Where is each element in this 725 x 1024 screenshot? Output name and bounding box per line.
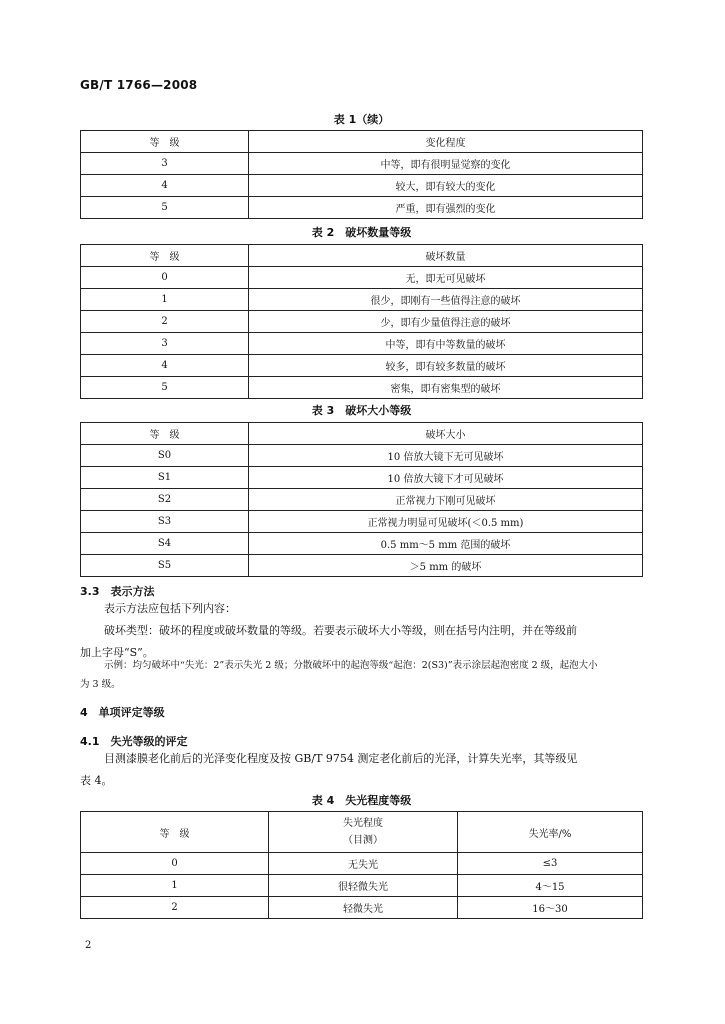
value-cell: 较大，即有较大的变化 bbox=[249, 175, 643, 197]
table3 bbox=[80, 422, 643, 577]
grade-cell: S3 bbox=[81, 511, 249, 533]
table-row bbox=[81, 897, 643, 919]
value-cell: 10 倍放大镜下才可见破坏 bbox=[249, 467, 643, 489]
grade-cell: 5 bbox=[81, 377, 249, 399]
table-row bbox=[81, 267, 643, 289]
header-cell bbox=[269, 812, 458, 853]
grade-cell: S2 bbox=[81, 489, 249, 511]
section-4-heading: 4 单项评定等级 bbox=[80, 706, 165, 719]
grade-cell: S5 bbox=[81, 555, 249, 577]
value-cell: 10 倍放大镜下无可见破坏 bbox=[249, 445, 643, 467]
header-cell: 等 级 bbox=[81, 423, 249, 445]
grade-cell: 4 bbox=[81, 175, 249, 197]
paragraph-line: 表 4。 bbox=[80, 774, 113, 787]
table2 bbox=[80, 244, 643, 399]
grade-cell: 3 bbox=[81, 333, 249, 355]
value-cell: 0.5 mm～5 mm 范围的破坏 bbox=[249, 533, 643, 555]
value-cell: ＞5 mm 的破坏 bbox=[249, 555, 643, 577]
value-cell: 少，即有少量值得注意的破坏 bbox=[249, 311, 643, 333]
table-row bbox=[81, 555, 643, 577]
table2-caption: 表 2 破坏数量等级 bbox=[311, 226, 412, 239]
header-degree-sublabel: （目测） bbox=[343, 835, 383, 846]
header-degree-label: 失光程度 bbox=[343, 818, 383, 829]
table-header-row bbox=[81, 131, 643, 153]
value-cell: 中等，即有中等数量的破坏 bbox=[249, 333, 643, 355]
value-cell: 较多，即有较多数量的破坏 bbox=[249, 355, 643, 377]
degree-cell: 无失光 bbox=[269, 853, 458, 875]
table-row bbox=[81, 355, 643, 377]
paragraph-line: 目测漆膜老化前后的光泽变化程度及按 GB/T 9754 测定老化前后的光泽，计算失光率，其等级见 bbox=[104, 752, 578, 765]
example-line: 示例：均匀破坏中“失光：2”表示失光 2 级；分散破坏中的起泡等级“起泡：2(S3)”表示涂层起泡密度 2 级，起泡大小 bbox=[104, 660, 598, 671]
table-row bbox=[81, 511, 643, 533]
example-note bbox=[80, 656, 645, 694]
grade-cell: 3 bbox=[81, 153, 249, 175]
grade-cell: 1 bbox=[81, 875, 269, 897]
value-cell: 中等，即有很明显觉察的变化 bbox=[249, 153, 643, 175]
table-row bbox=[81, 489, 643, 511]
section-3-3-body bbox=[80, 598, 645, 664]
grade-cell: 2 bbox=[81, 897, 269, 919]
header-cell: 变化程度 bbox=[249, 131, 643, 153]
table4 bbox=[80, 811, 643, 919]
section-3-3-heading: 3.3 表示方法 bbox=[80, 585, 155, 598]
grade-cell: S1 bbox=[81, 467, 249, 489]
value-cell: 很少，即刚有一些值得注意的破坏 bbox=[249, 289, 643, 311]
table3-caption: 表 3 破坏大小等级 bbox=[311, 404, 412, 417]
rate-cell: ≤3 bbox=[458, 853, 643, 875]
paragraph-line: 加上字母“S”。 bbox=[80, 646, 154, 659]
table-row bbox=[81, 377, 643, 399]
grade-cell: S4 bbox=[81, 533, 249, 555]
grade-cell: 5 bbox=[81, 197, 249, 219]
paragraph-line: 破坏类型：破坏的程度或破坏数量的等级。若要表示破坏大小等级，则在括号内注明，并在等级前 bbox=[104, 624, 577, 637]
value-cell: 正常视力下刚可见破坏 bbox=[249, 489, 643, 511]
table-row bbox=[81, 289, 643, 311]
table4-caption: 表 4 失光程度等级 bbox=[311, 794, 412, 807]
header-cell: 破坏大小 bbox=[249, 423, 643, 445]
page-number: 2 bbox=[85, 940, 92, 951]
value-cell: 严重，即有强烈的变化 bbox=[249, 197, 643, 219]
table-row bbox=[81, 197, 643, 219]
example-line: 为 3 级。 bbox=[80, 679, 121, 690]
table-header-row bbox=[81, 245, 643, 267]
grade-cell: 2 bbox=[81, 311, 249, 333]
paragraph-line: 表示方法应包括下列内容： bbox=[104, 602, 236, 615]
grade-cell: 0 bbox=[81, 853, 269, 875]
header-cell: 等 级 bbox=[81, 131, 249, 153]
table-row bbox=[81, 153, 643, 175]
section-4-1-heading: 4.1 失光等级的评定 bbox=[80, 735, 188, 748]
grade-cell: S0 bbox=[81, 445, 249, 467]
header-cell: 失光率/% bbox=[458, 812, 643, 853]
table-row bbox=[81, 875, 643, 897]
value-cell: 密集，即有密集型的破坏 bbox=[249, 377, 643, 399]
rate-cell: 4～15 bbox=[458, 875, 643, 897]
value-cell: 无，即无可见破坏 bbox=[249, 267, 643, 289]
table-header-row bbox=[81, 812, 643, 853]
table-row bbox=[81, 467, 643, 489]
table1-caption: 表 1（续） bbox=[333, 113, 390, 126]
section-4-1-body bbox=[80, 748, 645, 792]
table1 bbox=[80, 130, 643, 219]
grade-cell: 0 bbox=[81, 267, 249, 289]
degree-cell: 轻微失光 bbox=[269, 897, 458, 919]
header-cell: 等 级 bbox=[81, 245, 249, 267]
table-header-row bbox=[81, 423, 643, 445]
header-cell: 破坏数量 bbox=[249, 245, 643, 267]
table-row bbox=[81, 853, 643, 875]
table-row bbox=[81, 311, 643, 333]
degree-cell: 很轻微失光 bbox=[269, 875, 458, 897]
header-cell: 等 级 bbox=[81, 812, 269, 853]
grade-cell: 1 bbox=[81, 289, 249, 311]
table-row bbox=[81, 333, 643, 355]
rate-cell: 16～30 bbox=[458, 897, 643, 919]
standard-id: GB/T 1766—2008 bbox=[80, 78, 198, 92]
table-row bbox=[81, 533, 643, 555]
table-row bbox=[81, 445, 643, 467]
table-row bbox=[81, 175, 643, 197]
value-cell: 正常视力明显可见破坏(＜0.5 mm) bbox=[249, 511, 643, 533]
grade-cell: 4 bbox=[81, 355, 249, 377]
